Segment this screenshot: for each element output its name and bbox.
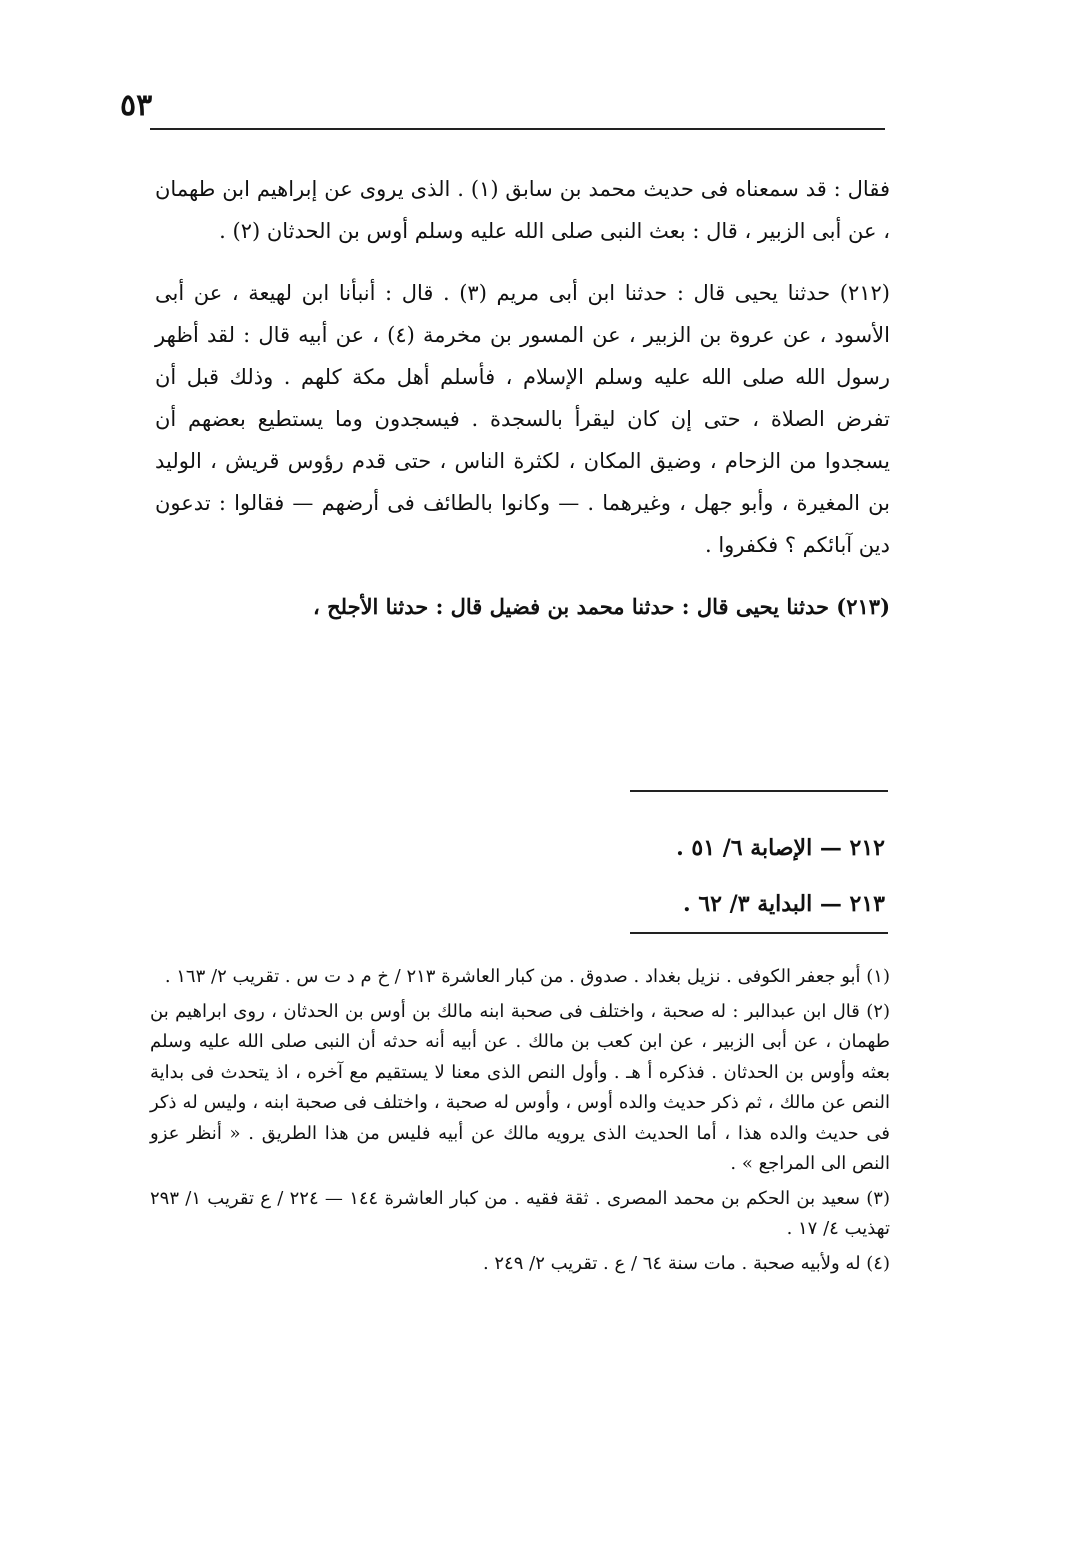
page-number: ٥٣	[120, 88, 153, 123]
footnote-3: (٣) سعيد بن الحكم بن محمد المصرى . ثقة فقيه . من كبار العاشرة ١٤٤ — ٢٢٤ / ع تقريب ١/ ٢٩٣ تهذيب ٤/ ١٧ .	[150, 1187, 890, 1239]
footnote-1: (١) أبو جعفر الكوفى . نزيل بغداد . صدوق . من كبار العاشرة ٢١٣ / خ م د ت س . تقريب ٢/ ١٦٣ .	[164, 966, 890, 987]
footnote-2: (٢) قال ابن عبدالبر : له صحبة ، واختلف فى صحبة ابنه مالك بن أوس بن الحدثان ، روى ابراهيم بن طهمان ، عن أبى الزبير ، عن ابن كعب بن مالك . عن أبيه أنه حدثه أن النبى صلى الله عليه وسلم بعثه وأوس بن الحدثان . فذكره أ هـ . وأول النص الذى معنا لا يستقيم مع آخره ، اذ يتحدث فى بداية النص عن مالك ، ثم ذكر حديث والده أوس ، وأوس له صحبة ، واختلف فى صحبة ابنه ، وليس له ذكر فى حديث والده هذا ، أما الحديث الذى يرويه مالك عن أبيه فليس من هذا الطريق . « أنظر عزو النص الى المراجع » .	[150, 1000, 890, 1174]
reference-212: ٢١٢ — الإصابة ٦/ ٥١ .	[676, 835, 885, 861]
separator-rule	[630, 790, 888, 792]
reference-213: ٢١٣ — البداية ٣/ ٦٢ .	[683, 891, 885, 917]
hadith-212: (٢١٢) حدثنا يحيى قال : حدثنا ابن أبى مريم (٣) . قال : أنبأنا ابن لهيعة ، عن أبى الأسود ، عن عروة بن الزبير ، عن المسور بن مخرمة (٤) ، عن أبيه قال : لقد أظهر رسول الله صلى الله عليه وسلم الإسلام ، فأسلم أهل مكة كلهم . وذلك قبل أن تفرض الصلاة ، حتى إن كان ليقرأ بالسجدة . فيسجدون وما يستطيع بعضهم أن يسجدوا من الزحام ، وضيق المكان ، لكثرة الناس ، حتى قدم رؤوس قريش ، الوليد بن المغيرة ، وأبو جهل ، وغيرهما . — وكانوا بالطائف فى أرضهم — فقالوا : تدعون دين آبائكم ؟ فكفروا .	[155, 281, 890, 557]
footnotes	[150, 962, 890, 1283]
references	[500, 820, 885, 932]
hadith-211-continuation: فقال : قد سمعناه فى حديث محمد بن سابق (١) . الذى يروى عن إبراهيم ابن طهمان ، عن أبى الزبير ، قال : بعث النبى صلى الله عليه وسلم أوس بن الحدثان (٢) .	[155, 177, 890, 243]
footnote-4: (٤) له ولأبيه صحبة . مات سنة ٦٤ / ع . تقريب ٢/ ٢٤٩ .	[482, 1252, 890, 1274]
main-text	[155, 168, 890, 628]
separator-rule	[630, 932, 888, 934]
hadith-213: (٢١٣) حدثنا يحيى قال : حدثنا محمد بن فضيل قال : حدثنا الأجلح ،	[312, 594, 890, 619]
top-rule	[150, 128, 885, 130]
